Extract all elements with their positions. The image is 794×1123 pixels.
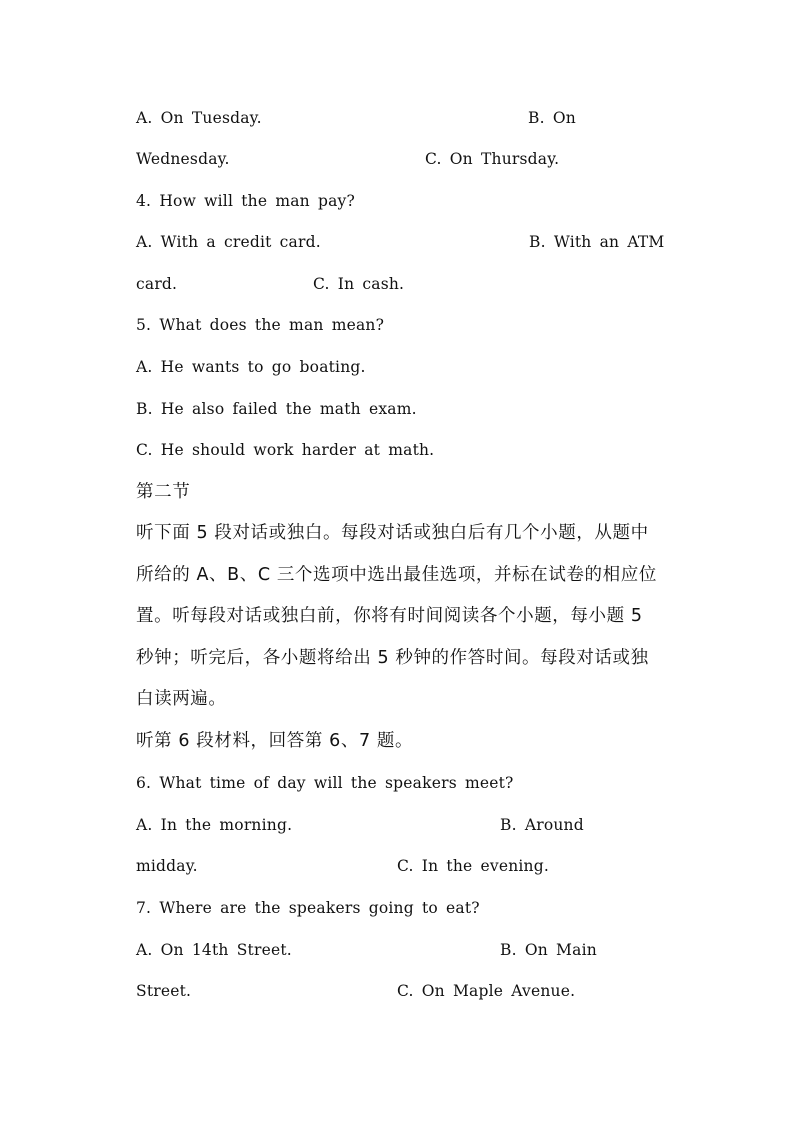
material-note: 听第 6 段材料，回答第 6、7 题。: [136, 731, 414, 751]
q4-option-c: C. In cash.: [313, 275, 405, 293]
q6-option-c: C. In the evening.: [397, 857, 549, 875]
q3-options-row-1: [136, 105, 658, 131]
q6-question: 6. What time of day will the speakers meet?: [136, 774, 514, 792]
q3-options-row-2: [136, 146, 658, 172]
q6-option-a: A. In the morning.: [136, 816, 293, 834]
q3-option-a: A. On Tuesday.: [136, 109, 262, 127]
q6-option-b-end: midday.: [136, 857, 198, 875]
instructions-line-3: 置。听每段对话或独白前，你将有时间阅读各个小题，每小题 5: [136, 606, 643, 626]
q7-option-b-start: B. On Main: [500, 941, 597, 959]
section-title: 第二节: [136, 482, 191, 502]
q5-question: 5. What does the man mean?: [136, 316, 385, 334]
q6-options-row-1: [136, 812, 658, 838]
q3-option-c: C. On Thursday.: [425, 150, 560, 168]
q4-option-b-end: card.: [136, 275, 178, 293]
q4-option-a: A. With a credit card.: [136, 233, 321, 251]
instructions-line-5: 白读两遍。: [136, 689, 227, 709]
q4-options-row-2: [136, 271, 658, 297]
q6-option-b-start: B. Around: [500, 816, 584, 834]
q7-option-a: A. On 14th Street.: [136, 941, 292, 959]
instructions-line-4: 秒钟；听完后，各小题将给出 5 秒钟的作答时间。每段对话或独: [136, 648, 649, 668]
q5-option-b: B. He also failed the math exam.: [136, 400, 417, 418]
q5-option-c: C. He should work harder at math.: [136, 441, 435, 459]
q3-option-b-end: Wednesday.: [136, 150, 230, 168]
q4-options-row-1: [136, 229, 665, 255]
q3-option-b-start: B. On: [528, 109, 576, 127]
q7-option-b-end: Street.: [136, 982, 192, 1000]
q4-option-b-start: B. With an ATM: [529, 233, 665, 251]
q4-question: 4. How will the man pay?: [136, 192, 356, 210]
q7-question: 7. Where are the speakers going to eat?: [136, 899, 480, 917]
instructions-line-1: 听下面 5 段对话或独白。每段对话或独白后有几个小题，从题中: [136, 523, 649, 543]
q7-option-c: C. On Maple Avenue.: [397, 982, 576, 1000]
q7-options-row-1: [136, 937, 658, 963]
q7-options-row-2: [136, 978, 658, 1004]
instructions-line-2: 所给的 A、B、C 三个选项中选出最佳选项，并标在试卷的相应位: [136, 565, 657, 585]
q6-options-row-2: [136, 853, 658, 879]
q5-option-a: A. He wants to go boating.: [136, 358, 366, 376]
